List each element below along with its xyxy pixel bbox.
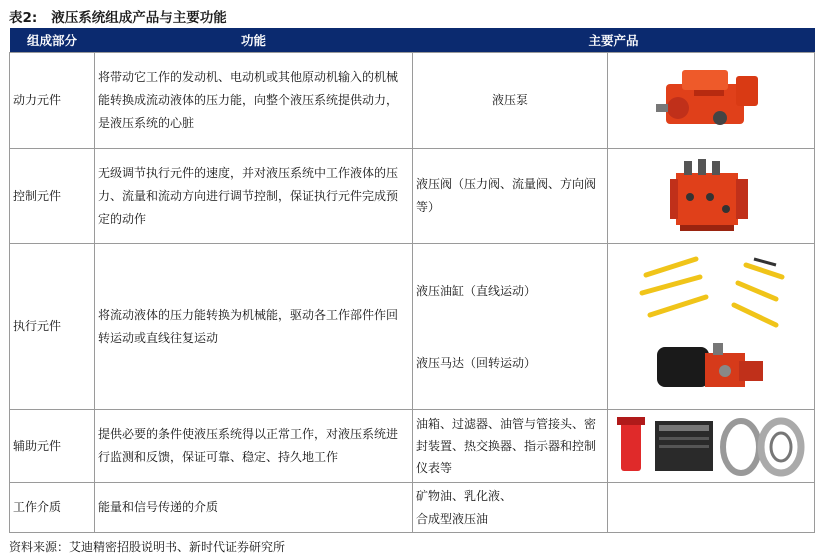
product-cell: 油箱、过滤器、油管与管接头、密封装置、热交换器、指示器和控制仪表等 [413,410,608,483]
header-function: 功能 [95,28,413,53]
product-cell: 液压泵 [413,53,608,149]
hydraulic-components-table [9,28,815,533]
source-note: 资料来源：艾迪精密招股说明书、新时代证券研究所 [9,540,286,554]
part-cell: 控制元件 [10,149,95,244]
part-cell: 辅助元件 [10,410,95,483]
auxiliary-components-image [608,410,815,483]
function-cell: 将流动液体的压力能转换为机械能，驱动各工作部件作回转运动或直线往复运动 [95,244,413,410]
actuator-images [608,244,815,410]
hydraulic-motor-image [651,335,771,401]
function-cell: 提供必要的条件使液压系统得以正常工作，对液压系统进行监测和反馈，保证可靠、稳定、持久地工作 [95,410,413,483]
product-cell: 液压阀（压力阀、流量阀、方向阀等） [413,149,608,244]
header-products: 主要产品 [413,28,815,53]
table-row [10,244,815,410]
header-part: 组成部分 [10,28,95,53]
table-title [9,6,227,26]
table-number: 表2: [9,10,38,26]
table-row [10,483,815,533]
function-cell: 能量和信号传递的介质 [95,483,413,533]
part-cell: 动力元件 [10,53,95,149]
product-cell [413,483,608,533]
part-cell: 工作介质 [10,483,95,533]
function-cell: 无级调节执行元件的速度，并对液压系统中工作液体的压力、流量和流动方向进行调节控制，保证执行元件完成预定的动作 [95,149,413,244]
table-row [10,149,815,244]
function-cell: 将带动它工作的发动机、电动机或其他原动机输入的机械能转换成流动液体的压力能，向整个液压系统提供动力，是液压系统的心脏 [95,53,413,149]
table-row [10,410,815,483]
table-title-text: 液压系统组成产品与主要功能 [51,10,227,26]
part-cell: 执行元件 [10,244,95,410]
hydraulic-cylinder-image [636,253,786,331]
product-motor: 液压马达（回转运动） [416,355,537,370]
hydraulic-pump-image [608,53,815,149]
product-cylinder: 液压油缸（直线运动） [416,283,537,298]
table-row [10,53,815,149]
product-medium-line-2: 合成型液压油 [416,511,489,526]
hydraulic-valve-image [608,149,815,244]
header-row [10,28,815,53]
empty-image-cell [608,483,815,533]
product-cell [413,244,608,410]
product-medium-line-1: 矿物油、乳化液、 [416,488,513,503]
